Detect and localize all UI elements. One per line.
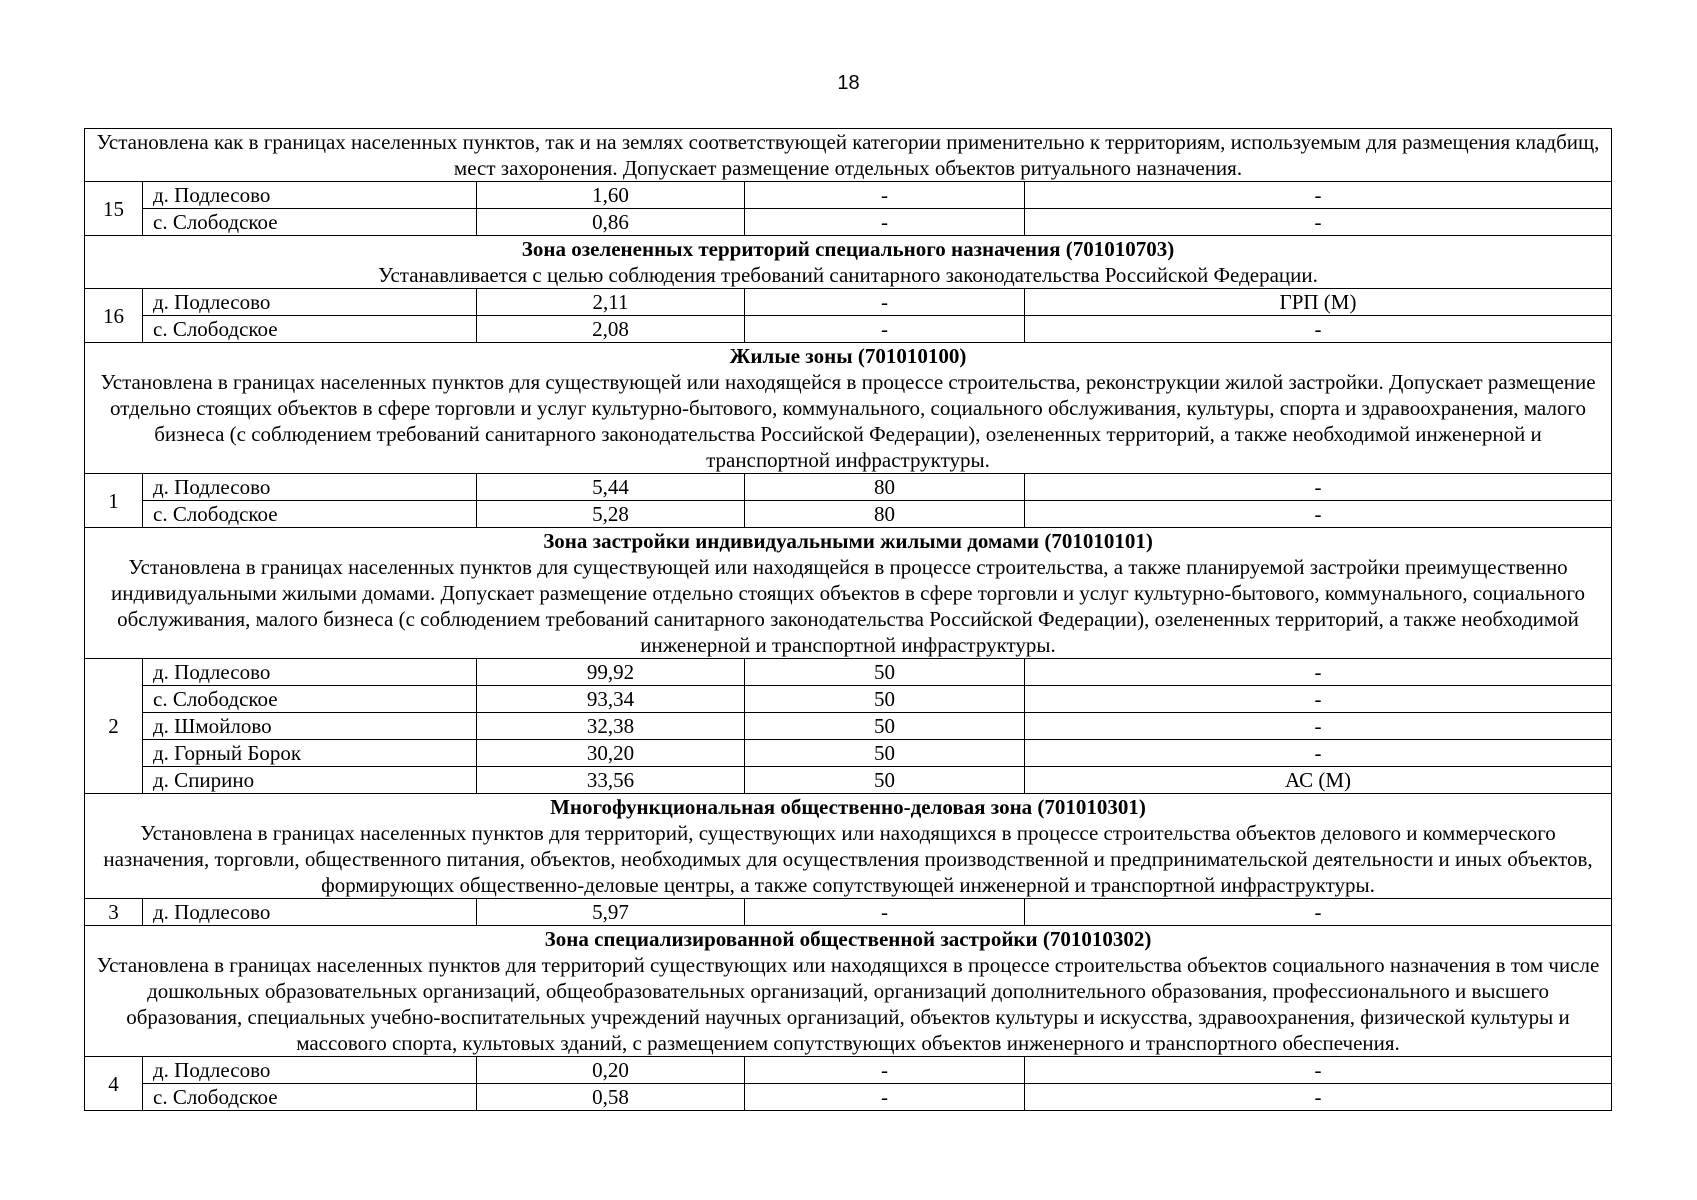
- column-3-value: 50: [745, 767, 1025, 794]
- column-4-value: -: [1025, 209, 1612, 236]
- column-3-value: 50: [745, 659, 1025, 686]
- table-row: [85, 659, 1612, 686]
- section-description-cell: [85, 236, 1612, 289]
- column-4-value: -: [1025, 182, 1612, 209]
- zone-title: Жилые зоны (701010100): [729, 344, 967, 368]
- column-3-value: -: [745, 1057, 1025, 1084]
- column-3-value: -: [745, 209, 1025, 236]
- column-3-value: 50: [745, 740, 1025, 767]
- area-value: 0,58: [477, 1084, 745, 1111]
- settlement-name: д. Подлесово: [143, 899, 477, 926]
- zones-table: [84, 128, 1612, 1111]
- settlement-name: д. Подлесово: [143, 182, 477, 209]
- column-4-value: -: [1025, 659, 1612, 686]
- table-row: [85, 289, 1612, 316]
- settlement-name: с. Слободское: [143, 1084, 477, 1111]
- column-3-value: -: [745, 1084, 1025, 1111]
- table-row: [85, 474, 1612, 501]
- zone-number: 2: [85, 659, 143, 794]
- table-row: [85, 740, 1612, 767]
- settlement-name: д. Подлесово: [143, 659, 477, 686]
- section-description-cell: [85, 343, 1612, 474]
- zone-number: 3: [85, 899, 143, 926]
- column-3-value: -: [745, 289, 1025, 316]
- zone-description: Установлена в границах населенных пунктов для территорий, существующих или находящихся в процессе строительства объектов делового и коммерческого назначения, торговли, общественного питания, объектов, необходимых для осуществления производственной и предпринимательской деятельности и иных объектов, формирующих общественно-деловые центры, а также сопутствующей инженерной и транспортной инфраструктуры.: [103, 821, 1593, 897]
- column-4-value: ГРП (М): [1025, 289, 1612, 316]
- settlement-name: д. Подлесово: [143, 289, 477, 316]
- column-4-value: АС (М): [1025, 767, 1612, 794]
- section-description-row: [85, 129, 1612, 182]
- zone-title: Многофункциональная общественно-деловая зона (701010301): [550, 795, 1146, 819]
- section-description-row: [85, 236, 1612, 289]
- zone-number: 16: [85, 289, 143, 343]
- column-3-value: 80: [745, 501, 1025, 528]
- table-row: [85, 767, 1612, 794]
- section-description-row: [85, 528, 1612, 659]
- zone-description: Установлена в границах населенных пунктов для существующей или находящейся в процессе строительства, реконструкции жилой застройки. Допускает размещение отдельно стоящих объектов в сфере торговли и услуг культурно-бытового, коммунального, социального обслуживания, культуры, спорта и здравоохранения, малого бизнеса (с соблюдением требований санитарного законодательства Российской Федерации), озелененных территорий, а также необходимой инженерной и транспортной инфраструктуры.: [100, 370, 1596, 472]
- table-row: [85, 501, 1612, 528]
- section-description-row: [85, 794, 1612, 899]
- zone-description: Установлена как в границах населенных пунктов, так и на землях соответствующей категории применительно к территориям, используемым для размещения кладбищ, мест захоронения. Допускает размещение отдельных объектов ритуального назначения.: [96, 130, 1600, 180]
- zone-description: Установлена в границах населенных пунктов для существующей или находящейся в процессе строительства, а также планируемой застройки преимущественно индивидуальными жилыми домами. Допускает размещение отдельно стоящих объектов в сфере торговли и услуг культурно-бытового, коммунального, социального обслуживания, малого бизнеса (с соблюдением требований санитарного законодательства Российской Федерации), озелененных территорий, а также необходимой инженерной и транспортной инфраструктуры.: [110, 555, 1586, 657]
- column-4-value: -: [1025, 740, 1612, 767]
- area-value: 33,56: [477, 767, 745, 794]
- area-value: 1,60: [477, 182, 745, 209]
- section-description-cell: [85, 129, 1612, 182]
- section-description-row: [85, 343, 1612, 474]
- area-value: 5,44: [477, 474, 745, 501]
- column-3-value: 50: [745, 686, 1025, 713]
- zone-description: Установлена в границах населенных пунктов для территорий существующих или находящихся в процессе строительства объектов социального назначения в том числе дошкольных образовательных организаций, общеобразовательных организаций, организаций дополнительного образования, профессионального и высшего образования, специальных учебно-воспитательных учреждений научных организаций, объектов культуры и искусства, здравоохранения, физической культуры и массового спорта, культовых зданий, с размещением сопутствующих объектов инженерного и транспортного обеспечения.: [96, 953, 1600, 1055]
- table-row: [85, 182, 1612, 209]
- table-row: [85, 686, 1612, 713]
- area-value: 5,97: [477, 899, 745, 926]
- zone-number: 4: [85, 1057, 143, 1111]
- area-value: 30,20: [477, 740, 745, 767]
- area-value: 99,92: [477, 659, 745, 686]
- settlement-name: д. Спирино: [143, 767, 477, 794]
- settlement-name: с. Слободское: [143, 501, 477, 528]
- table-row: [85, 713, 1612, 740]
- table-row: [85, 1057, 1612, 1084]
- area-value: 93,34: [477, 686, 745, 713]
- page-number: 18: [837, 72, 860, 94]
- area-value: 32,38: [477, 713, 745, 740]
- column-4-value: -: [1025, 899, 1612, 926]
- area-value: 2,11: [477, 289, 745, 316]
- area-value: 0,86: [477, 209, 745, 236]
- column-3-value: 80: [745, 474, 1025, 501]
- column-4-value: -: [1025, 316, 1612, 343]
- settlement-name: с. Слободское: [143, 316, 477, 343]
- table-row: [85, 316, 1612, 343]
- zone-number: 15: [85, 182, 143, 236]
- column-3-value: -: [745, 182, 1025, 209]
- zones-table-body: [85, 129, 1612, 1111]
- column-4-value: -: [1025, 713, 1612, 740]
- settlement-name: с. Слободское: [143, 209, 477, 236]
- settlement-name: д. Шмойлово: [143, 713, 477, 740]
- section-description-cell: [85, 926, 1612, 1057]
- settlement-name: д. Горный Борок: [143, 740, 477, 767]
- settlement-name: д. Подлесово: [143, 474, 477, 501]
- area-value: 2,08: [477, 316, 745, 343]
- column-3-value: -: [745, 316, 1025, 343]
- column-4-value: -: [1025, 686, 1612, 713]
- zone-title: Зона специализированной общественной застройки (701010302): [544, 927, 1152, 951]
- column-4-value: -: [1025, 474, 1612, 501]
- zone-title: Зона застройки индивидуальными жилыми домами (701010101): [543, 529, 1153, 553]
- section-description-cell: [85, 528, 1612, 659]
- section-description-row: [85, 926, 1612, 1057]
- table-row: [85, 209, 1612, 236]
- table-row: [85, 1084, 1612, 1111]
- table-row: [85, 899, 1612, 926]
- column-3-value: -: [745, 899, 1025, 926]
- column-4-value: -: [1025, 1057, 1612, 1084]
- zone-description: Устанавливается с целью соблюдения требований санитарного законодательства Российской Федерации.: [378, 263, 1318, 287]
- settlement-name: с. Слободское: [143, 686, 477, 713]
- section-description-cell: [85, 794, 1612, 899]
- zone-number: 1: [85, 474, 143, 528]
- zone-title: Зона озелененных территорий специального назначения (701010703): [521, 237, 1175, 261]
- column-3-value: 50: [745, 713, 1025, 740]
- area-value: 0,20: [477, 1057, 745, 1084]
- settlement-name: д. Подлесово: [143, 1057, 477, 1084]
- column-4-value: -: [1025, 1084, 1612, 1111]
- area-value: 5,28: [477, 501, 745, 528]
- column-4-value: -: [1025, 501, 1612, 528]
